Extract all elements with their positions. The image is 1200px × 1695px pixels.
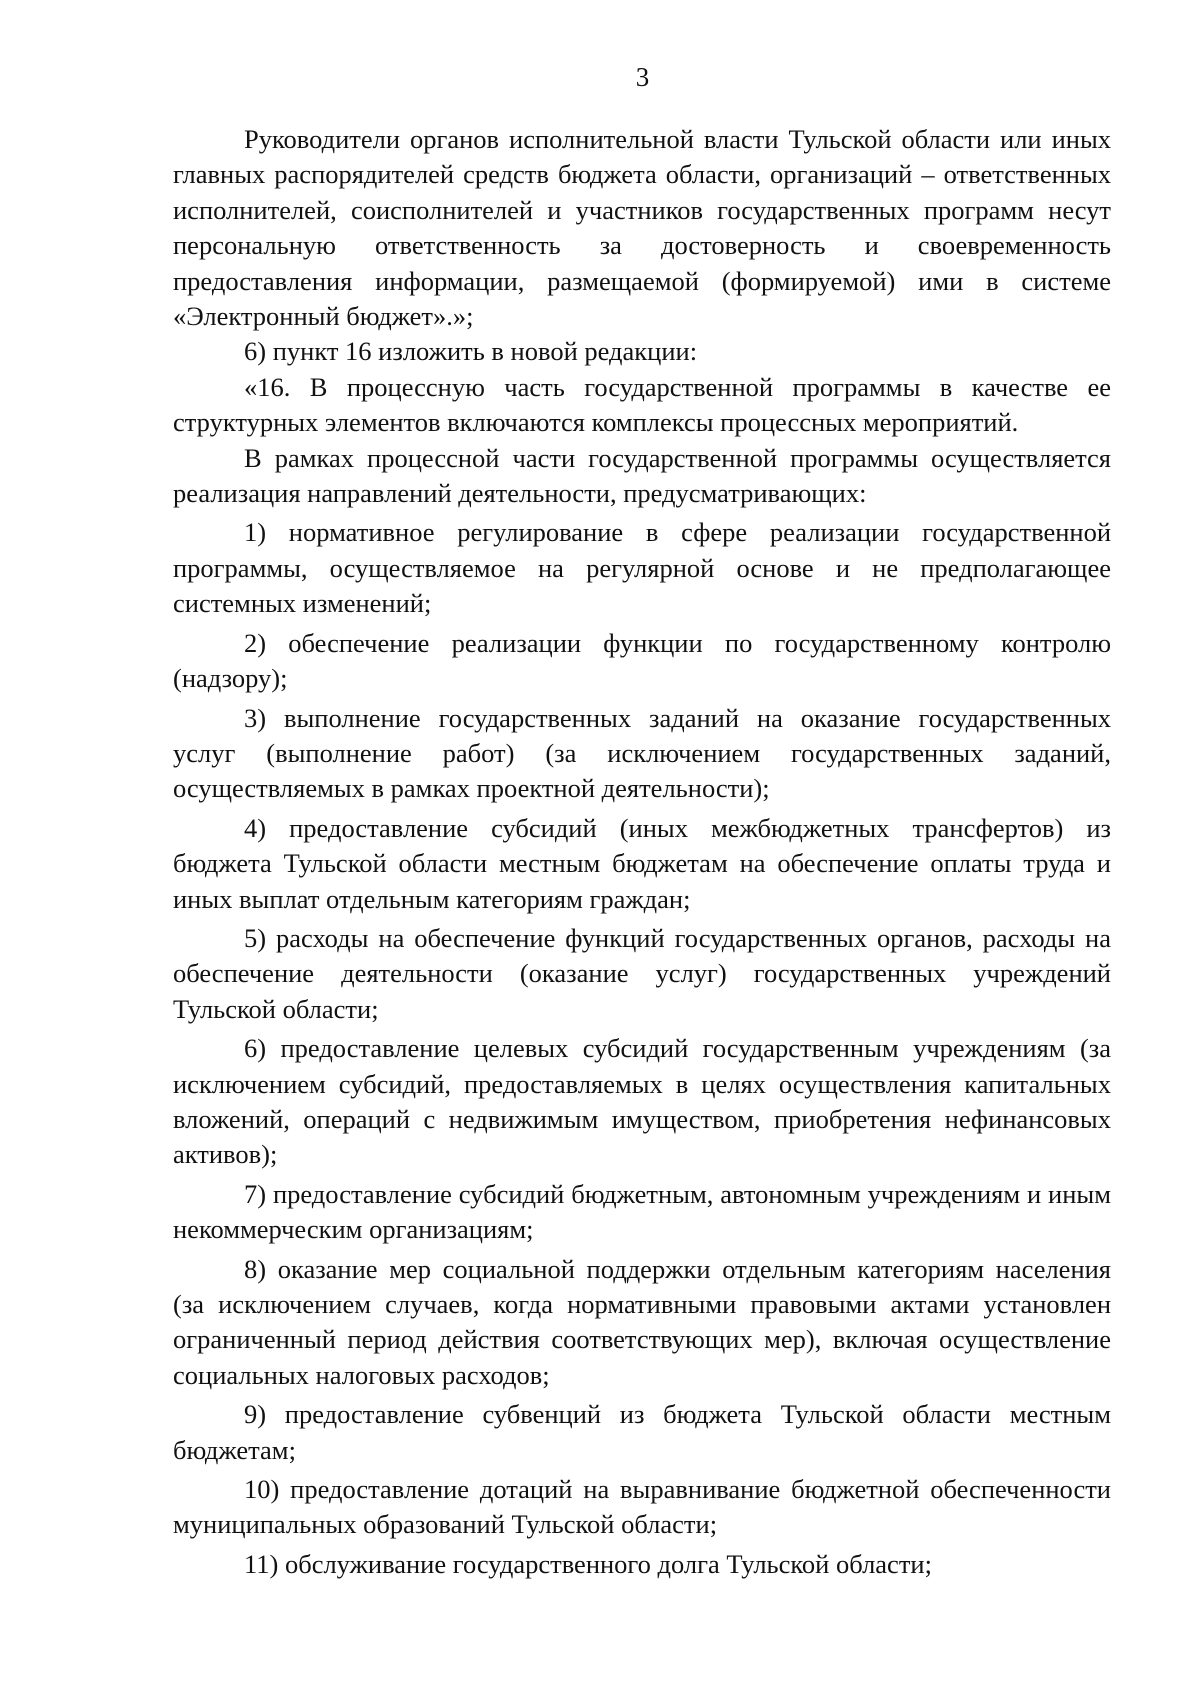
paragraph-item-6-intro: 6) пункт 16 изложить в новой редакции: — [244, 336, 698, 367]
list-item-10: 10) предоставление дотаций на выравнивание бюджетной обеспеченности муниципальных образований Тульской области; — [173, 1474, 1111, 1540]
list-item-11: 11) обслуживание государственного долга Тульской области; — [244, 1548, 932, 1579]
list-item-9: 9) предоставление субвенций из бюджета Тульской области местным бюджетам; — [173, 1399, 1111, 1465]
list-item-8: 8) оказание мер социальной поддержки отдельным категориям населения (за исключением случаев, когда нормативными правовыми актами установлен ограниченный период действия соответствующих мер), включая осуществление социальных налоговых расходов; — [173, 1253, 1111, 1390]
list-item-4: 4) предоставление субсидий (иных межбюджетных трансфертов) из бюджета Тульской области местным бюджетам на обеспечение оплаты труда и иных выплат отдельным категориям граждан; — [173, 812, 1111, 914]
paragraph-directions-intro: В рамках процессной части государственной программы осуществляется реализация направлений деятельности, предусматривающих: — [173, 442, 1111, 509]
paragraph-clause-16: «16. В процессную часть государственной программы в качестве ее структурных элементов включаются комплексы процессных мероприятий. — [173, 371, 1111, 438]
page-number: 3 — [635, 62, 650, 92]
list-item-1: 1) нормативное регулирование в сфере реализации государственной программы, осуществляемое на регулярной основе и не предполагающее системных изменений; — [173, 517, 1111, 619]
document-body — [173, 122, 1111, 1586]
list-item-7: 7) предоставление субсидий бюджетным, автономным учреждениям и иным некоммерческим организациям; — [173, 1178, 1111, 1245]
paragraph-responsibility: Руководители органов исполнительной власти Тульской области или иных главных распорядителей средств бюджета области, организаций – ответственных исполнителей, соисполнителей и участников государственных программ несут персональную ответственность за достоверность и своевременность предоставления информации, размещаемой (формируемой) ими в системе «Электронный бюджет».»; — [173, 124, 1111, 332]
list-item-6: 6) предоставление целевых субсидий государственным учреждениям (за исключением субсидий, предоставляемых в целях осуществления капитальных вложений, операций с недвижимым имуществом, приобретения нефинансовых активов); — [173, 1033, 1111, 1170]
list-item-3: 3) выполнение государственных заданий на оказание государственных услуг (выполнение работ) (за исключением государственных заданий, осуществляемых в рамках проектной деятельности); — [173, 702, 1111, 804]
list-item-5: 5) расходы на обеспечение функций государственных органов, расходы на обеспечение деятельности (оказание услуг) государственных учреждений Тульской области; — [173, 922, 1111, 1024]
list-item-2: 2) обеспечение реализации функции по государственному контролю (надзору); — [173, 627, 1111, 694]
